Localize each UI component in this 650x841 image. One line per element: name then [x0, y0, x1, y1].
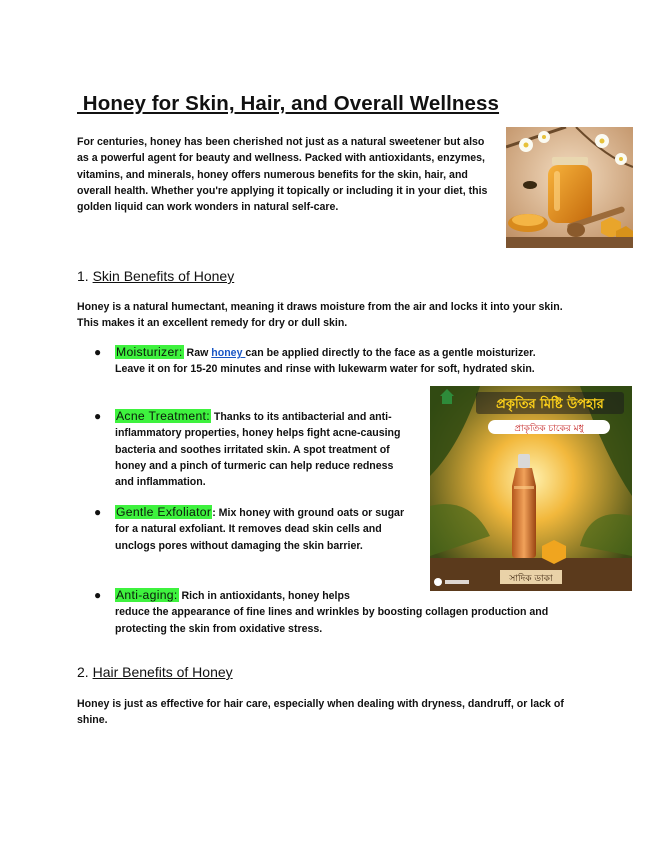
highlight-term: Gentle Exfoliator [116, 505, 212, 519]
highlight-term: Moisturizer: [116, 345, 183, 359]
ad-subbanner-text: প্রাকৃতিক চাকের মধু [514, 424, 584, 434]
document-title: Honey for Skin, Hair, and Overall Wellness [77, 92, 500, 115]
section-number: 1. [77, 268, 93, 284]
section-number: 2. [77, 664, 93, 680]
skin-intro-paragraph: Honey is a natural humectant, meaning it draws moisture from the air and locks it into your skin. This makes it an excellent remedy for dry or dull skin. [77, 301, 563, 330]
bullet-text-rest: reduce the appearance of fine lines and wrinkles by boosting collagen production and protecting the skin from oxidative stress. [115, 606, 549, 635]
section-heading-skin [77, 268, 234, 284]
ad-banner-text: প্রকৃতির মিষ্টি উপহার [496, 397, 604, 412]
highlight-term: Acne Treatment: [116, 409, 210, 423]
bullet-text-pre: Raw [183, 347, 212, 359]
bullet-icon: ● [94, 345, 102, 359]
section-title: Skin Benefits of Honey [92, 268, 235, 284]
list-item-anti-aging [94, 587, 575, 637]
bullet-text: : Mix honey with ground oats or sugar for a natural exfoliant. It removes dead skin cells and unclogs pores without damaging the skin barrier. [115, 507, 405, 552]
bullet-icon: ● [94, 505, 102, 519]
bullet-icon: ● [94, 588, 102, 602]
list-item-gentle-exfoliator [94, 504, 411, 554]
bullet-text: Rich in antioxidants, honey helps [178, 590, 350, 602]
ad-footer-text: সাদিক ডাকা [509, 574, 553, 584]
honey-link[interactable]: honey [211, 347, 246, 359]
section-heading-hair [77, 664, 233, 680]
bullet-icon: ● [94, 409, 102, 423]
honey-jar-image [506, 127, 633, 248]
hair-intro-paragraph: Honey is just as effective for hair care, especially when dealing with dryness, dandruff, or lack of shine. [77, 698, 564, 727]
section-title: Hair Benefits of Honey [92, 664, 233, 680]
list-item-moisturizer [94, 344, 555, 378]
bullet-text: can be applied directly to the face as a gentle moisturizer. Leave it on for 15-20 minutes and rinse with lukewarm water for soft, hydrated skin. [115, 347, 536, 376]
intro-paragraph: For centuries, honey has been cherished not just as a natural sweetener but also as a powerful agent for beauty and wellness. Packed with antioxidants, enzymes, vitamins, and minerals, honey offers numerous benefits for the skin, hair, and overall health. Whether you're applying it topically or including it in your diet, this golden liquid can work wonders in natural self-care. [77, 136, 488, 214]
bullet-text: Thanks to its antibacterial and anti-inflammatory properties, honey helps fight acne-causing bacteria and soothes irritated skin. A spot treatment of honey and a pinch of turmeric can help reduce redness and inflammation. [115, 411, 401, 489]
highlight-term: Anti-aging: [116, 588, 178, 602]
honey-bottle-ad-image [430, 386, 632, 591]
list-item-acne-treatment [94, 408, 411, 490]
